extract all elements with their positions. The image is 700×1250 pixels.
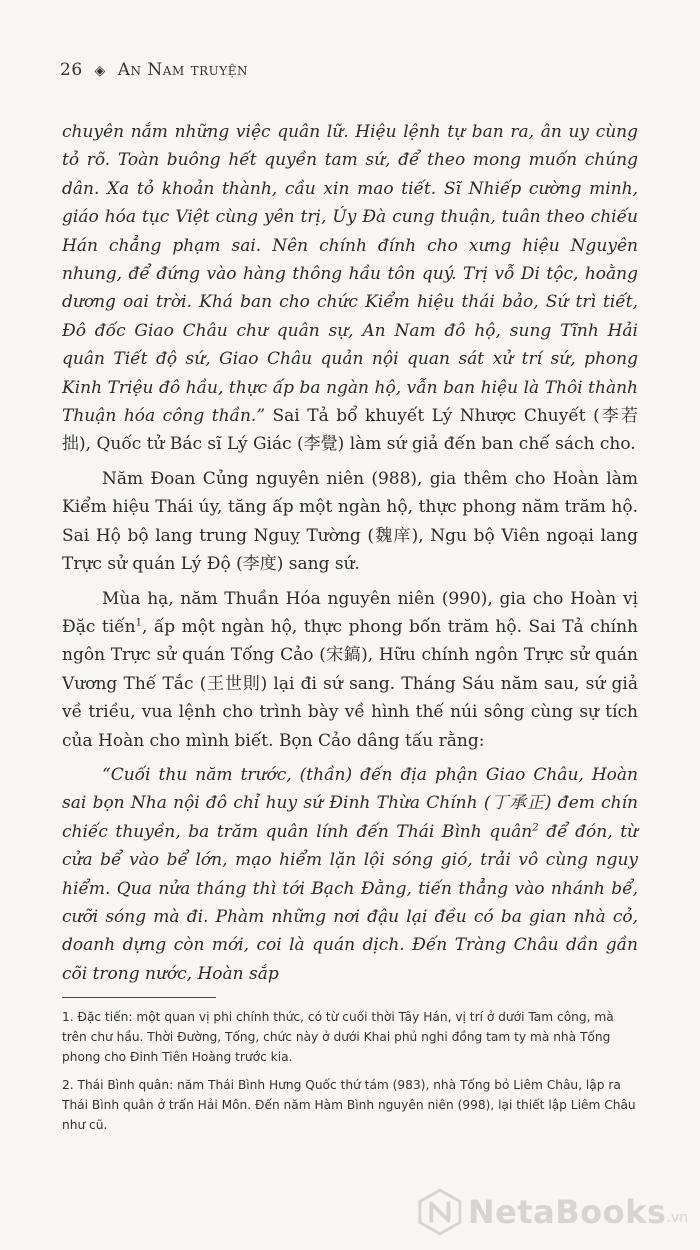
watermark	[418, 1184, 688, 1240]
running-header	[60, 60, 248, 80]
netabooks-logo-icon	[418, 1187, 462, 1237]
body-text	[62, 118, 638, 988]
diamond-ornament-icon: ◈	[94, 63, 106, 79]
watermark-suffix: .vn	[666, 1210, 688, 1226]
footnote-ref-2[interactable]: 2	[532, 822, 539, 834]
paragraph-3	[62, 585, 638, 755]
footnote-ref-1[interactable]: 1	[135, 617, 142, 629]
paragraph-3-part-a: Mùa hạ, năm Thuần Hóa nguyên niên (990), gia cho Hoàn vị Đặc tiến	[62, 588, 638, 637]
paragraph-4	[62, 761, 638, 988]
footnote-2: 2. Thái Bình quân: năm Thái Bình Hưng Quốc thứ tám (983), nhà Tống bỏ Liêm Châu, lập ra Thái Bình quân ở trấn Hải Môn. Đến năm Hàm Bình nguyên niên (998), lại thiết lập Liêm Châu như cũ.	[62, 1078, 636, 1132]
footnote-1: 1. Đặc tiến: một quan vị phi chính thức, có từ cuối thời Tây Hán, vị trí ở dưới Tam công, mà trên chư hầu. Thời Đường, Tống, chức này ở dưới Khai phủ nghi đồng tam ty mà nhà Tống phong cho Đinh Tiên Hoàng trước kia.	[62, 1010, 614, 1064]
footnotes	[62, 1007, 638, 1143]
footnote-divider	[62, 997, 216, 998]
paragraph-3-part-b: , ấp một ngàn hộ, thực phong bốn trăm hộ. Sai Tả chính ngôn Trực sử quán Tống Cảo (宋鎬), Hữu chính ngôn Trực sử quán Vương Thế Tắc (王世則) lại đi sứ sang. Tháng Sáu năm sau, sứ giả về triều, vua lệnh cho trình bày về hình thế núi sông cùng sự tích của Hoàn cho mình biết. Bọn Cảo dâng tấu rằng:	[62, 616, 638, 751]
paragraph-4-part-a: “Cuối thu năm trước, (thần) đến địa phận Giao Châu, Hoàn sai bọn Nha nội đô chỉ huy sứ Đinh Thừa Chính (丁承正) đem chín chiếc thuyền, ba trăm quân lính đến Thái Bình quân	[62, 764, 638, 842]
paragraph-4-part-b: để đón, từ cửa bể vào bể lớn, mạo hiểm lặn lội sóng gió, trải vô cùng nguy hiểm. Qua nửa tháng thì tới Bạch Đằng, tiến thẳng vào nhánh bể, cưỡi sóng mà đi. Phàm những nơi đậu lại đều có ba gian nhà cỏ, doanh dựng còn mới, coi là quán dịch. Đến Tràng Châu dần gần cõi trong nước, Hoàn sắp	[62, 821, 638, 984]
watermark-brand: NetaBooks	[467, 1193, 667, 1231]
paragraph-1-tail: Sai Tả bổ khuyết Lý Nhược Chuyết (李若拙), Quốc tử Bác sĩ Lý Giác (李覺) làm sứ giả đến ban chế sách cho.	[62, 406, 638, 455]
page-number: 26	[60, 60, 83, 80]
paragraph-1	[62, 118, 638, 459]
quoted-decree: chuyên nắm những việc quân lữ. Hiệu lệnh tự ban ra, ân uy cùng tỏ rõ. Toàn buông hết quyền tam sứ, để theo mong muốn chúng dân. Xa tỏ khoản thành, cầu xin mao tiết. Sĩ Nhiếp cường minh, giáo hóa tục Việt cùng yên trị, Úy Đà cung thuận, tuân theo chiếu Hán chẳng phạm sai. Nên chính đính cho xưng hiệu Nguyên nhung, để đứng vào hàng thông hầu tôn quý. Trị vỗ Di tộc, hoằng dương oai trời. Khá ban cho chức Kiểm hiệu thái bảo, Sứ trì tiết, Đô đốc Giao Châu chư quân sự, An Nam đô hộ, sung Tĩnh Hải quân Tiết độ sứ, Giao Châu quản nội quan sát xử trí sứ, phong Kinh Triệu đô hầu, thực ấp ba ngàn hộ, vẫn ban hiệu là Thôi thành Thuận hóa công thần.”	[62, 122, 638, 427]
book-title: An Nam truyện	[117, 60, 248, 80]
paragraph-2: Năm Đoan Củng nguyên niên (988), gia thêm cho Hoàn làm Kiểm hiệu Thái úy, tăng ấp một ngàn hộ, thực phong năm trăm hộ. Sai Hộ bộ lang trung Nguỵ Tường (魏庠), Ngu bộ Viên ngoại lang Trực sử quán Lý Độ (李度) sang sứ.	[62, 468, 638, 575]
